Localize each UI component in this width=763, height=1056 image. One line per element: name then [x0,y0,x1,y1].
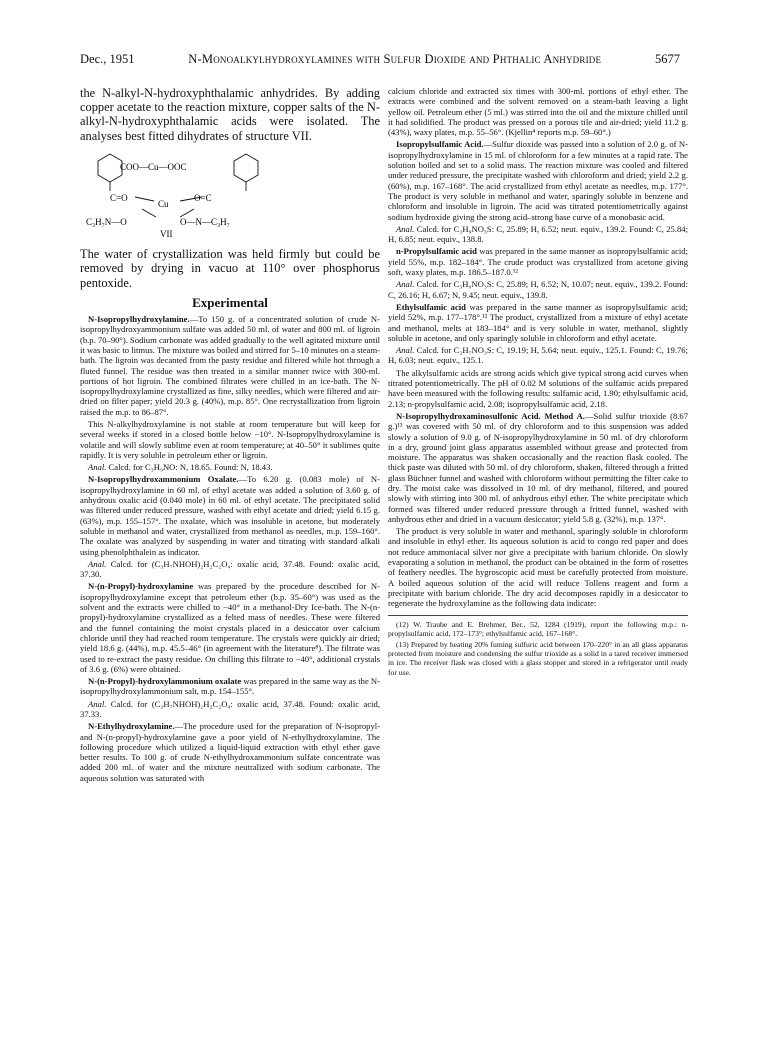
paragraph-ethylsulfamic-acid: Ethylsulfamic acid was prepared in the same manner as isopropylsulfamic acid; yield 52%, m.p. 177–178°.¹² The product, crystallized from a mixture of ethyl acetate and methanol, melts at 183–184° and is very soluble in water, methanol, slightly soluble in acetone, and only sparingly soluble in chloroform and ethyl acetate. [388,301,688,343]
section-title-experimental: Experimental [192,294,268,310]
analysis-6: Anal. Calcd. for C₂H₇NO₃S: C, 19.19; H, 5.64; neut. equiv., 125.1. Found: C, 19.76; H, 6.03; neut. equiv., 125.1. [388,345,688,366]
paragraph-stability: This N-alkylhydroxylamine is not stable at room temperature but will keep for several weeks if stored in a closed bottle below −10°. N-Isopropylhydroxylamine is volatile and will slowly sublime even at room temperature; at 40–50° it sublimes quite rapidly. It is very soluble in petroleum ether or ligroin. [80,418,380,460]
footnote-12: (12) W. Traube and E. Brehmer, Ber., 52, 1284 (1919), report the following m.p.: n-propylsulfamic acid, 172–173°; ethylsulfamic acid, 167–168°. [388,619,688,638]
paragraph-ethylhydroxylamine: N-Ethylhydroxylamine.—The procedure used for the preparation of N-isopropyl- and N-(n-propyl)-hydroxylamine gave a poor yield of N-ethylhydroxylamine. The following procedure which utilized a liquid-liquid extraction with ethyl ether gave better results. To 100 g. of crude N-ethylhydroxammonium sulfate concentrate was added 200 ml. of water and the mixture neutralized with sodium carbonate. The aqueous solution was saturated with [80,721,380,783]
structure-top-text: COO—Cu—OOC [120,161,187,172]
structure-label: VII [160,228,173,239]
structure-mid-right: O=C [194,192,212,203]
footnotes [388,615,688,677]
header-page-number: 5677 [654,52,680,66]
structure-copper: Cu [158,198,169,209]
structure-vii-diagram [80,153,380,239]
paragraph-isopropylsulfamic-acid: Isopropylsulfamic Acid.—Sulfur dioxide was passed into a solution of 2.0 g. of N-isopropylhydroxylamine in 15 ml. of chloroform for a few minutes at a rapid rate. The solution boiled and set to a solid mass. The reaction mixture was cooled and filtered under reduced pressure, the precipitate washed with chloroform and dried; yield 2.2 g. (60%), m.p. 167–168°. The acid crystallized from ethyl acetate as needles, m.p. 177°. The product is very soluble in methanol and water, sparingly soluble in benzene and chloroform and insoluble in ligroin. The acid was titrated potentiometrically against sodium hydroxide giving the strong acid–strong base curve of a monobasic acid. [388,139,688,222]
analysis-2: Anal. Calcd. for (C₃H₇NHOH)₂H₂C₂O₄: oxalic acid, 37.48. Found: oxalic acid, 37.30. [80,558,380,580]
structure-bottom-left: C₃H₇N—O [86,216,127,227]
intro-paragraph: the N-alkyl-N-hydroxyphthalamic anhydrides. By adding copper acetate to the reaction mixture, copper salts of the N-alkyl-N-hydroxyphthalamic acids were isolated. The analyses best fitted dihydrates of structure VII. [80,86,380,143]
paragraph-isopropylhydroxylamine: N-Isopropylhydroxylamine.—To 150 g. of a concentrated solution of crude N-isopropylhydroxyammonium sulfate was added 50 ml. of water and 800 ml. of ligroin (b.p. 70–90°). Sodium carbonate was added gradually to the well agitated mixture until it was basic to litmus. The mixture was boiled and stirred for 5–10 minutes on a steam-bath. The ligroin was decanted from the pasty residue and filtered while hot through a fluted funnel. The residue was then treated in a similar manner twice with 300-ml. portions of hot ligroin. The combined filtrates were chilled in an ice-bath. The N-isopropylhydroxylamine crystallized as fine, silky needles, which were filtered and air-dried on filter paper; yield 20.3 g. (40%), m.p. 85°. One recrystallization from ligroin raised the m.p. to 86–87°. [80,314,380,417]
analysis-1: Anal. Calcd. for C₃H₉NO: N, 18.65. Found: N, 18.43. [88,462,273,473]
structure-bottom-right: O—N—C₃H₇ [180,216,230,227]
left-benzene-ring [98,154,122,182]
paragraph-product-properties: The product is very soluble in water and methanol, sparingly soluble in chloroform and insoluble in ethyl ether. Its aqueous solution is acid to congo red paper and does not reduce ammoniacal silver nor give a precipitate with barium chloride. On slowly evaporating a solution in methanol, the product can be obtained in the form of rosettes of feathery needles. The hygroscopic acid must be carefully protected from moisture. A boiled aqueous solution of the acid will reduce Tollens reagent and form a precipitate with barium chloride. The dry acid decomposes rapidly in a desiccator to regenerate the hydroxylamine as the following data indicate: [388,526,688,609]
paragraph-hydroxaminosulfonic-acid: N-Isopropylhydroxaminosulfonic Acid. Method A.—Solid sulfur trioxide (8.67 g.)¹³ was covered with 50 ml. of dry chloroform and to this suspension was added slowly a solution of 9.0 g. of N-isopropylhydroxylamine in 50 ml. of dry chloroform in a dry, ground joint glass apparatus assembled without grease and protected from moisture. The apparatus was shaken occasionally and the reaction flask cooled. The thick paste was diluted with 50 ml. of dry chloroform, shaken, filtered through a fritted glass Büchner funnel and washed with chloroform without permitting the filter cake to dry. The moist cake was dissolved in 10 ml. of dry methanol, filtered, and poured slowly with stirring into 300 ml. of anhydrous ethyl ether. The white precipitate which formed was filtered under reduced pressure through a fritted funnel, washed with anhydrous ether and dried in a vacuum desiccator; yield 5.8 g. (32%), m.p. 137°. [388,410,689,524]
right-column [388,86,688,679]
paragraph-ethyl-continued: calcium chloride and extracted six times with 300-ml. portions of ethyl ether. The extracts were combined and the solvent removed on a steam-bath leaving a light yellow oil. Petroleum ether (5 ml.) was stirred into the oil and the mixture chilled until it had solidified. The product was pressed on a porous tile and air-dried; yield 11.2 g. (43%), waxy plates, m.p. 55–56°. (Kjellin⁴ reports m.p. 59–60°.) [388,86,688,138]
paragraph-oxalate: N-Isopropylhydroxammonium Oxalate.—To 6.20 g. (0.083 mole) of N-isopropylhydroxylamine in 60 ml. of ethyl acetate was added a solution of 3.60 g. of anhydrous oxalic acid (0.040 mole) in 60 ml. of ethyl acetate. The precipitated solid was filtered under reduced pressure, washed with ethyl acetate and dried; yield 6.15 g. (63%), m.p. 155–157°. The oxalate, which was insoluble in acetone, but moderately soluble in methanol and water, crystallized from methanol as needles, m.p. 159–160°. The oxalate was analyzed by suspending in water and titrating with standard alkali using phenolphthalein as indicator. [80,474,380,557]
paragraph-n-propyl-hydroxylamine: N-(n-Propyl)-hydroxylamine was prepared by the procedure described for N-isopropylhydroxylamine except that petroleum ether (b.p. 35–60°) was used as the solvent and the extracts were chilled to −40° in a methanol-Dry Ice-bath. The N-(n-propyl)-hydroxylamine crystallized as a felted mass of needles. These were filtered and the funnel containing the moist crystals placed in a desiccator over calcium chloride until they had reached room temperature. The crystals were quickly air dried; yield 18.6 g. (44%), m.p. 45.5–46° (in agreement with the literature⁸). The filtrate was used to re-extract the pasty residue. On chilling this filtrate to −40°, additional crystals of 3.6 g. (6%) were obtained. [80,581,380,674]
analysis-3: Anal. Calcd. for (C₃H₇NHOH)₂H₂C₂O₄: oxalic acid, 37.48. Found: oxalic acid, 37.33. [80,698,380,719]
header-date: Dec., 1951 [80,52,135,66]
drying-paragraph: The water of crystallization was held firmly but could be removed by drying in vacuo at 110° over phosphorus pentoxide. [80,247,380,290]
paragraph-n-propylsulfamic-acid: n-Propylsulfamic acid was prepared in the same manner as isopropylsulfamic acid; yield 55%, m.p. 182–184°. The crude product was crystallized from acetone giving soft, waxy plates, m.p. 186.5–187.0.¹² [388,246,688,278]
left-column [80,86,380,785]
structure-mid-left: C=O [110,192,128,203]
header-title: N-Monoalkylhydroxylamines with Sulfur Dioxide and Phthalic Anhydride [188,52,602,66]
analysis-5: Anal. Calcd. for C₃H₉NO₃S: C, 25.89; H, 6.52; N, 10.07; neut. equiv., 139.2. Found: C, 26.16; H, 6.67; N, 9.45; neut. equiv., 139.8. [388,279,688,300]
paragraph-alkylsulfamic-acids: The alkylsulfamic acids are strong acids which give typical strong acid curves when titrated potentiometrically. The pH of 0.02 M solutions of the sulfamic acids prepared have been measured with the following results: sulfamic acid, 1.90; ethylsulfamic acid, 2.13; n-propylsulfamic acid, 2.08; isopropylsulfamic acid, 2.18. [388,367,688,409]
paragraph-n-propyl-oxalate: N-(n-Propyl)-hydroxylammonium oxalate was prepared in the same way as the N-isopropylhydroxylammonium salt, m.p. 154–155°. [80,676,380,697]
right-benzene-ring [234,154,258,182]
analysis-4: Anal. Calcd. for C₃H₉NO₃S: C, 25.89; H, 6.52; neut. equiv., 139.2. Found: C, 25.84; H, 6.85; neut. equiv., 138.8. [388,223,688,245]
running-header [80,52,680,68]
footnote-13: (13) Prepared by heating 20% fuming sulfuric acid between 170–220° in an all glass apparatus protected from moisture and condensing the sulfur trioxide as a solid in a tared receiver immersed in ice. The receiver flask was closed with a glass stopper and stored in a refrigerator until ready for use. [388,639,688,677]
